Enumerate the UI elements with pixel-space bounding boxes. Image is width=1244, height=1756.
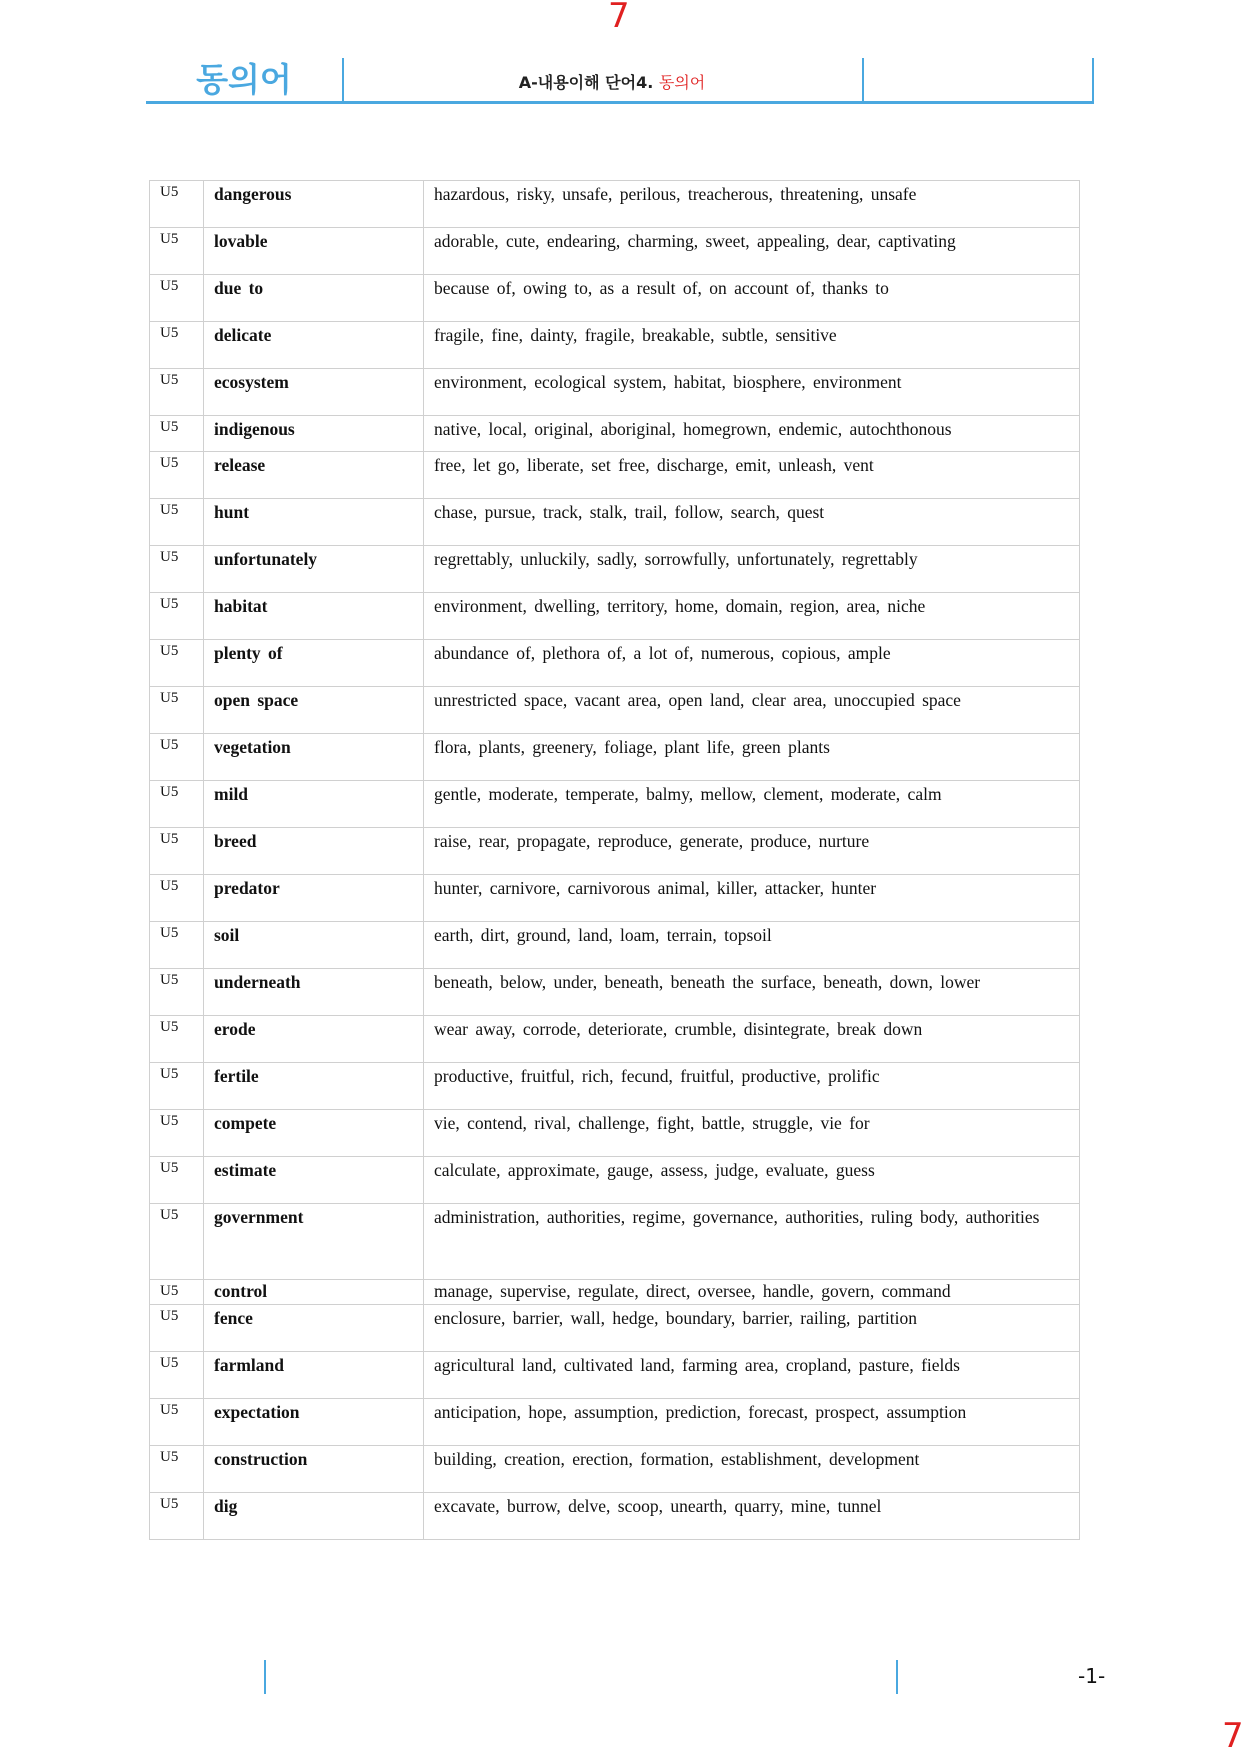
table-row [150, 452, 1080, 499]
synonyms-cell: adorable, cute, endearing, charming, sweet, appealing, dear, captivating [424, 228, 1080, 275]
unit-cell: U5 [150, 1204, 204, 1280]
page-subtitle [342, 70, 882, 93]
word-cell: release [204, 452, 424, 499]
table-row [150, 1399, 1080, 1446]
table-row [150, 1110, 1080, 1157]
synonyms-cell: unrestricted space, vacant area, open land, clear area, unoccupied space [424, 687, 1080, 734]
synonyms-cell: raise, rear, propagate, reproduce, generate, produce, nurture [424, 828, 1080, 875]
word-cell: erode [204, 1016, 424, 1063]
unit-cell: U5 [150, 1016, 204, 1063]
unit-cell: U5 [150, 1157, 204, 1204]
top-page-mark: 7 [608, 0, 630, 36]
table-row [150, 228, 1080, 275]
word-cell: compete [204, 1110, 424, 1157]
unit-cell: U5 [150, 1280, 204, 1305]
table-row [150, 875, 1080, 922]
word-cell: fence [204, 1305, 424, 1352]
table-row [150, 1280, 1080, 1305]
table-row [150, 1157, 1080, 1204]
unit-cell: U5 [150, 1352, 204, 1399]
footer-divider [896, 1660, 898, 1694]
synonyms-cell: earth, dirt, ground, land, loam, terrain, topsoil [424, 922, 1080, 969]
synonyms-cell: wear away, corrode, deteriorate, crumble, disintegrate, break down [424, 1016, 1080, 1063]
table-row [150, 275, 1080, 322]
unit-cell: U5 [150, 640, 204, 687]
word-cell: expectation [204, 1399, 424, 1446]
word-cell: dig [204, 1493, 424, 1540]
unit-cell: U5 [150, 922, 204, 969]
subtitle-main: A-내용이해 단어4. [518, 73, 654, 92]
unit-cell: U5 [150, 499, 204, 546]
unit-cell: U5 [150, 546, 204, 593]
table-row [150, 969, 1080, 1016]
table-row [150, 1352, 1080, 1399]
word-cell: open space [204, 687, 424, 734]
word-cell: vegetation [204, 734, 424, 781]
page-title: 동의어 [196, 60, 292, 99]
table-row [150, 546, 1080, 593]
unit-cell: U5 [150, 781, 204, 828]
synonym-table [149, 180, 1080, 1540]
table-row [150, 687, 1080, 734]
synonyms-cell: excavate, burrow, delve, scoop, unearth, quarry, mine, tunnel [424, 1493, 1080, 1540]
table-row [150, 640, 1080, 687]
word-cell: ecosystem [204, 369, 424, 416]
word-cell: delicate [204, 322, 424, 369]
synonyms-cell: enclosure, barrier, wall, hedge, boundary, barrier, railing, partition [424, 1305, 1080, 1352]
word-cell: habitat [204, 593, 424, 640]
table-row [150, 1446, 1080, 1493]
header-underline [146, 101, 1094, 104]
synonyms-cell: calculate, approximate, gauge, assess, judge, evaluate, guess [424, 1157, 1080, 1204]
unit-cell: U5 [150, 969, 204, 1016]
synonyms-cell: productive, fruitful, rich, fecund, fruitful, productive, prolific [424, 1063, 1080, 1110]
table-row [150, 369, 1080, 416]
synonyms-cell: beneath, below, under, beneath, beneath the surface, beneath, down, lower [424, 969, 1080, 1016]
synonyms-cell: agricultural land, cultivated land, farming area, cropland, pasture, fields [424, 1352, 1080, 1399]
word-cell: indigenous [204, 416, 424, 452]
synonyms-cell: chase, pursue, track, stalk, trail, follow, search, quest [424, 499, 1080, 546]
unit-cell: U5 [150, 369, 204, 416]
table-row [150, 322, 1080, 369]
synonym-table-body [150, 181, 1080, 1540]
synonyms-cell: native, local, original, aboriginal, homegrown, endemic, autochthonous [424, 416, 1080, 452]
word-cell: lovable [204, 228, 424, 275]
page-header [146, 58, 1094, 104]
synonyms-cell: anticipation, hope, assumption, prediction, forecast, prospect, assumption [424, 1399, 1080, 1446]
synonyms-cell: environment, dwelling, territory, home, domain, region, area, niche [424, 593, 1080, 640]
table-row [150, 499, 1080, 546]
word-cell: fertile [204, 1063, 424, 1110]
word-cell: predator [204, 875, 424, 922]
unit-cell: U5 [150, 1399, 204, 1446]
synonyms-cell: because of, owing to, as a result of, on account of, thanks to [424, 275, 1080, 322]
word-cell: estimate [204, 1157, 424, 1204]
table-row [150, 1305, 1080, 1352]
synonyms-cell: vie, contend, rival, challenge, fight, battle, struggle, vie for [424, 1110, 1080, 1157]
unit-cell: U5 [150, 875, 204, 922]
unit-cell: U5 [150, 734, 204, 781]
table-row [150, 593, 1080, 640]
word-cell: government [204, 1204, 424, 1280]
unit-cell: U5 [150, 1446, 204, 1493]
synonyms-cell: fragile, fine, dainty, fragile, breakable, subtle, sensitive [424, 322, 1080, 369]
subtitle-accent: 동의어 [658, 73, 706, 92]
unit-cell: U5 [150, 1110, 204, 1157]
header-divider [862, 58, 864, 104]
synonyms-cell: flora, plants, greenery, foliage, plant life, green plants [424, 734, 1080, 781]
table-row [150, 181, 1080, 228]
synonyms-cell: regrettably, unluckily, sadly, sorrowfully, unfortunately, regrettably [424, 546, 1080, 593]
table-row [150, 1493, 1080, 1540]
unit-cell: U5 [150, 228, 204, 275]
synonyms-cell: environment, ecological system, habitat, biosphere, environment [424, 369, 1080, 416]
header-divider [1092, 58, 1094, 104]
word-cell: plenty of [204, 640, 424, 687]
unit-cell: U5 [150, 593, 204, 640]
footer-divider [264, 1660, 266, 1694]
table-row [150, 1063, 1080, 1110]
unit-cell: U5 [150, 828, 204, 875]
table-row [150, 1204, 1080, 1280]
word-cell: farmland [204, 1352, 424, 1399]
word-cell: unfortunately [204, 546, 424, 593]
word-cell: dangerous [204, 181, 424, 228]
table-row [150, 1016, 1080, 1063]
word-cell: construction [204, 1446, 424, 1493]
unit-cell: U5 [150, 416, 204, 452]
synonyms-cell: hazardous, risky, unsafe, perilous, treacherous, threatening, unsafe [424, 181, 1080, 228]
word-cell: control [204, 1280, 424, 1305]
unit-cell: U5 [150, 1305, 204, 1352]
unit-cell: U5 [150, 275, 204, 322]
word-cell: hunt [204, 499, 424, 546]
word-cell: underneath [204, 969, 424, 1016]
table-row [150, 416, 1080, 452]
synonyms-cell: abundance of, plethora of, a lot of, numerous, copious, ample [424, 640, 1080, 687]
unit-cell: U5 [150, 1063, 204, 1110]
synonyms-cell: building, creation, erection, formation, establishment, development [424, 1446, 1080, 1493]
unit-cell: U5 [150, 452, 204, 499]
unit-cell: U5 [150, 322, 204, 369]
table-row [150, 828, 1080, 875]
synonyms-cell: free, let go, liberate, set free, discharge, emit, unleash, vent [424, 452, 1080, 499]
word-cell: breed [204, 828, 424, 875]
bottom-page-mark: 7 [1222, 1716, 1244, 1756]
unit-cell: U5 [150, 1493, 204, 1540]
synonyms-cell: gentle, moderate, temperate, balmy, mellow, clement, moderate, calm [424, 781, 1080, 828]
table-row [150, 734, 1080, 781]
page-number: -1- [1078, 1664, 1106, 1688]
word-cell: mild [204, 781, 424, 828]
synonyms-cell: administration, authorities, regime, governance, authorities, ruling body, authorities [424, 1204, 1080, 1280]
word-cell: due to [204, 275, 424, 322]
synonyms-cell: manage, supervise, regulate, direct, oversee, handle, govern, command [424, 1280, 1080, 1305]
unit-cell: U5 [150, 181, 204, 228]
table-row [150, 922, 1080, 969]
word-cell: soil [204, 922, 424, 969]
table-row [150, 781, 1080, 828]
unit-cell: U5 [150, 687, 204, 734]
synonyms-cell: hunter, carnivore, carnivorous animal, killer, attacker, hunter [424, 875, 1080, 922]
